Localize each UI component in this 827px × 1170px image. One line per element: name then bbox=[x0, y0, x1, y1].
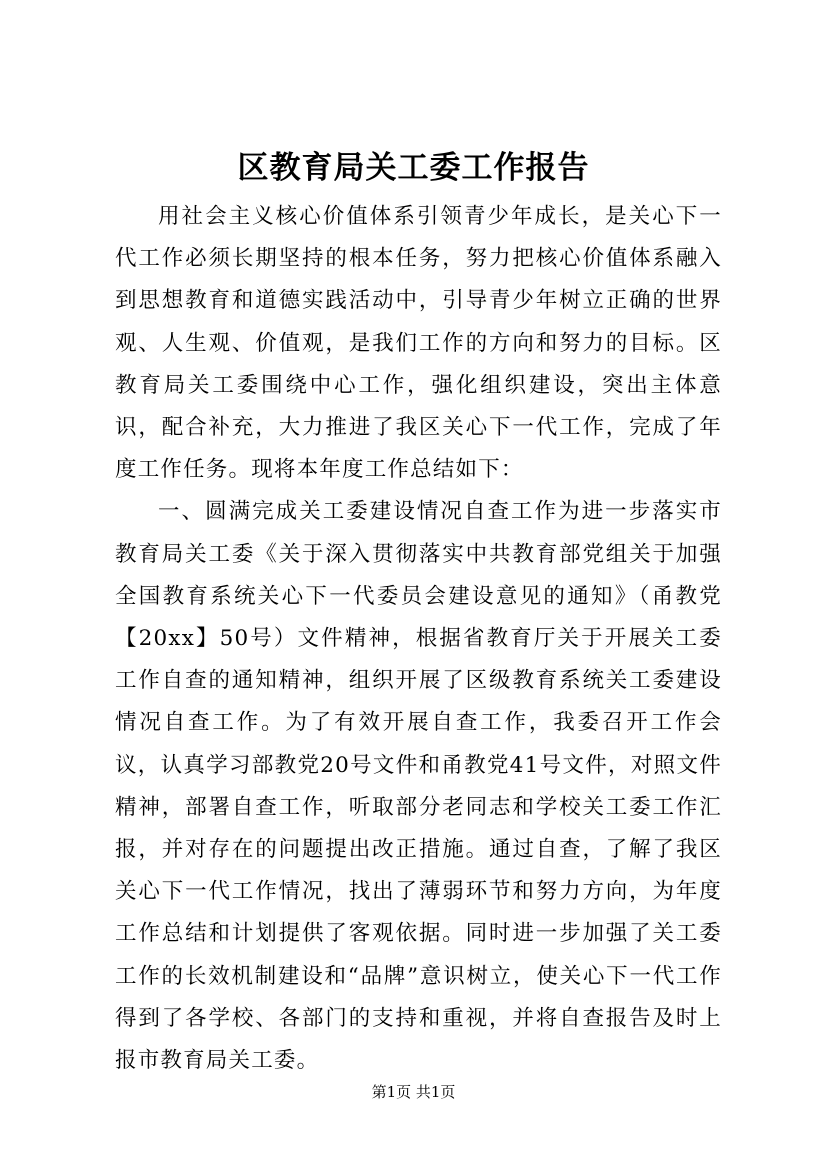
page-footer: 第1页 共1页 bbox=[371, 1083, 456, 1101]
document-body bbox=[115, 196, 722, 1082]
paragraph-intro: 用社会主义核心价值体系引领青少年成长，是关心下一代工作必须长期坚持的根本任务，努力把核心价值体系融入到思想教育和道德实践活动中，引导青少年树立正确的世界观、人生观、价值观，是我们工作的方向和努力的目标。区教育局关工委围绕中心工作，强化组织建设，突出主体意识，配合补充，大力推进了我区关心下一代工作，完成了年度工作任务。现将本年度工作总结如下： bbox=[115, 204, 722, 483]
document-title: 区教育局关工委工作报告 bbox=[237, 150, 590, 186]
paragraph-self-inspection: 一、圆满完成关工委建设情况自查工作为进一步落实市教育局关工委《关于深入贯彻落实中共教育部党组关于加强全国教育系统关心下一代委员会建设意见的通知》（甬教党【20xx】50号）文件精神，根据省教育厅关于开展关工委工作自查的通知精神，组织开展了区级教育系统关工委建设情况自查工作。为了有效开展自查工作，我委召开工作会议，认真学习部教党20号文件和甬教党41号文件，对照文件精神，部署自查工作，听取部分老同志和学校关工委工作汇报，并对存在的问题提出改正措施。通过自查，了解了我区关心下一代工作情况，找出了薄弱环节和努力方向，为年度工作总结和计划提供了客观依据。同时进一步加强了关工委工作的长效机制建设和“品牌”意识树立，使关心下一代工作得到了各学校、各部门的支持和重视，并将自查报告及时上报市教育局关工委。 bbox=[115, 499, 722, 1074]
